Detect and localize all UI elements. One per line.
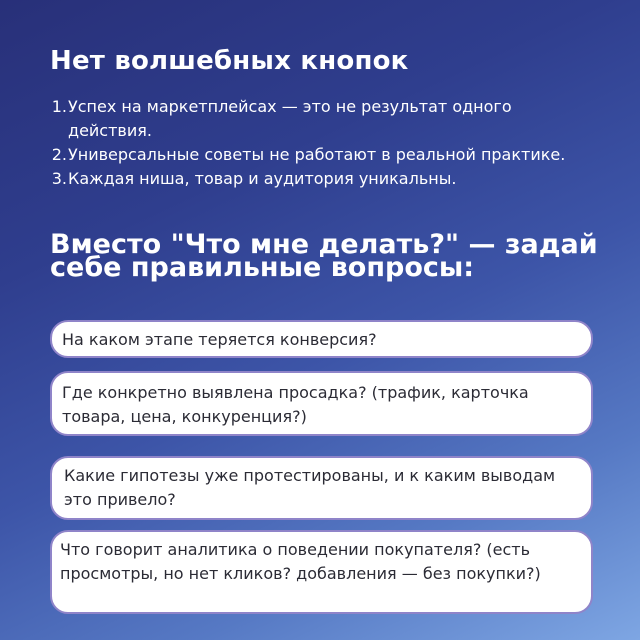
question-card: Какие гипотезы уже протестированы, и к каким выводам это привело? (50, 456, 593, 520)
list-item-text: Универсальные советы не работают в реальной практике. (68, 145, 566, 164)
list-item-text: Каждая ниша, товар и аудитория уникальны. (68, 169, 457, 188)
list-item (50, 95, 590, 143)
list-item-number: 1. (51, 97, 67, 116)
list-item (50, 143, 590, 167)
list-item (50, 167, 590, 191)
question-card: На каком этапе теряется конверсия? (50, 320, 593, 358)
list-item-number: 2. (51, 145, 67, 164)
question-card: Что говорит аналитика о поведении покупателя? (есть просмотры, но нет кликов? добавления — без покупки?) (50, 530, 593, 614)
list-item-text: Успех на маркетплейсах — это не результат одного действия. (68, 97, 512, 140)
list-item-number: 3. (51, 169, 67, 188)
reasons-list (50, 95, 590, 191)
page-title: Нет волшебных кнопок (50, 46, 409, 76)
question-card: Где конкретно выявлена просадка? (трафик, карточка товара, цена, конкуренция?) (50, 371, 593, 436)
section-title: Вместо "Что мне делать?" — задай себе правильные вопросы: (50, 229, 598, 283)
